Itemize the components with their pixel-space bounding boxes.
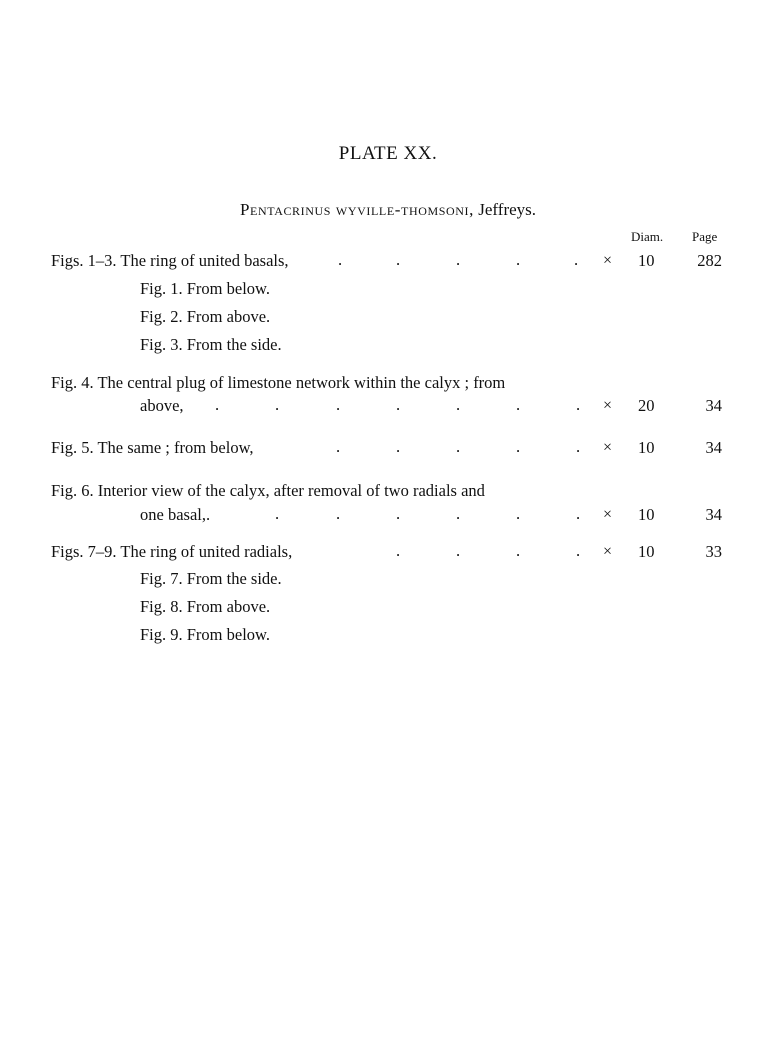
entry-2-page: 34: [705, 396, 722, 415]
plate-subtitle: [0, 200, 776, 220]
entry-5-diam: 10: [638, 542, 655, 561]
entry-3-diam: 10: [638, 438, 655, 457]
entry-2-caption-cont: above,: [140, 396, 184, 415]
entry-1-page: 282: [697, 251, 722, 270]
entry-1-times: ×: [603, 252, 613, 269]
plate-title: PLATE XX.: [338, 143, 438, 164]
entry-1-sub-3: Fig. 3. From the side.: [140, 335, 282, 354]
entry-5-sub-3: Fig. 9. From below.: [140, 625, 271, 644]
entry-1-sub-1: Fig. 1. From below.: [140, 279, 271, 298]
diam-column-header: Diam.: [631, 229, 664, 244]
entry-5-sub-1: Fig. 7. From the side.: [140, 569, 282, 588]
entry-5-caption: Figs. 7–9. The ring of united radials,: [51, 542, 293, 561]
entry-4-caption-cont: one basal,.: [140, 505, 211, 524]
entry-4-page: 34: [705, 505, 722, 524]
entry-3-caption: Fig. 5. The same ; from below,: [51, 438, 254, 457]
entry-2-times: ×: [603, 397, 613, 414]
entry-5-sub-2: Fig. 8. From above.: [140, 597, 271, 616]
entry-5-times: ×: [603, 543, 613, 560]
entry-4-times: ×: [603, 506, 613, 523]
entry-1-sub-2: Fig. 2. From above.: [140, 307, 271, 326]
entry-4-caption: Fig. 6. Interior view of the calyx, after removal of two radials and: [51, 481, 485, 500]
entry-2-diam: 20: [638, 396, 655, 415]
entry-2-caption: Fig. 4. The central plug of limestone network within the calyx ; from: [51, 373, 506, 392]
entry-3-times: ×: [603, 439, 613, 456]
entry-1-diam: 10: [638, 251, 655, 270]
species-author: Jeffreys.: [478, 200, 537, 219]
entry-4-diam: 10: [638, 505, 655, 524]
entry-3-page: 34: [705, 438, 722, 457]
page-column-header: Page: [692, 229, 718, 244]
entry-1-caption: Figs. 1–3. The ring of united basals,: [51, 251, 289, 270]
entry-5-page: 33: [705, 542, 722, 561]
species-name: Pentacrinus wyville-thomsoni,: [239, 200, 475, 219]
